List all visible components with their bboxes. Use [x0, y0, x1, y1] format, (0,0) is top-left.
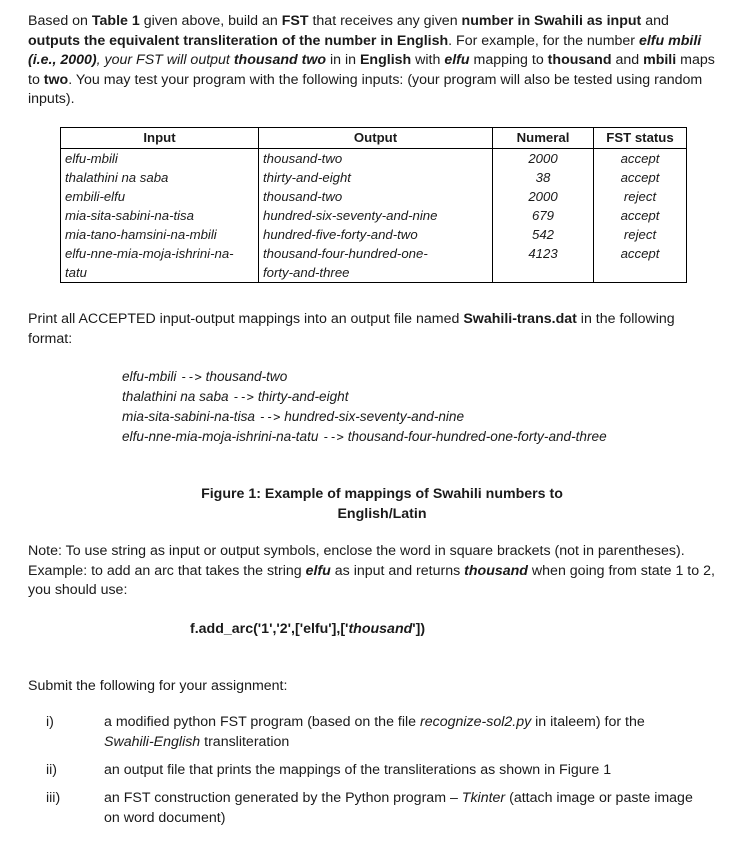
- table-row: [61, 168, 687, 187]
- cell-status: accept: [594, 206, 687, 225]
- note-paragraph: Note: To use string as input or output symbols, enclose the word in square brackets (not in parentheses). Example: to add an arc that takes the string elfu as input and returns thousand when going from state 1 to 2, you should use:: [28, 543, 715, 599]
- list-number: iii): [46, 790, 61, 806]
- figure-caption: Figure 1: Example of mappings of Swahili numbers to English/Latin: [201, 486, 563, 522]
- list-number: ii): [46, 762, 58, 778]
- intro-paragraph: Based on Table 1 given above, build an FST that receives any given number in Swahili as input and outputs the equivalent transliteration of the number in English. For example, for the number elfu mbili (i.e., 2000), your FST will output thousand two in in English with elfu mapping to thousand and mbili maps to two. You may test your program with the following inputs: (your program will also be tested using random inputs).: [28, 13, 715, 108]
- cell-output: thousand-four-hundred-one- forty-and-three: [259, 244, 493, 283]
- cell-output: thousand-two: [259, 149, 493, 169]
- table-row: [61, 187, 687, 206]
- cell-input: thalathini na saba: [61, 168, 259, 187]
- cell-input: embili-elfu: [61, 187, 259, 206]
- cell-numeral: 2000: [493, 149, 594, 169]
- table-row: [61, 206, 687, 225]
- cell-output: thirty-and-eight: [259, 168, 493, 187]
- cell-numeral: 2000: [493, 187, 594, 206]
- cell-status: accept: [594, 168, 687, 187]
- mapping-line: elfu-mbili --> thousand-two: [122, 369, 288, 384]
- code-example: f.add_arc('1','2',['elfu'],['thousand']): [190, 621, 426, 637]
- fst-test-table: [60, 127, 687, 283]
- cell-input: elfu-nne-mia-moja-ishrini-na- tatu: [61, 244, 259, 283]
- submit-heading: Submit the following for your assignment:: [28, 678, 288, 694]
- table-row: [61, 149, 687, 169]
- cell-input: mia-sita-sabini-na-tisa: [61, 206, 259, 225]
- cell-numeral: 542: [493, 225, 594, 244]
- list-item: a modified python FST program (based on the file recognize-sol2.py in italeem) for the Swahili-English transliteration: [104, 714, 645, 750]
- list-number: i): [46, 714, 54, 730]
- cell-numeral: 679: [493, 206, 594, 225]
- cell-input: mia-tano-hamsini-na-mbili: [61, 225, 259, 244]
- list-item: an FST construction generated by the Python program – Tkinter (attach image or paste image on word document): [104, 790, 693, 826]
- cell-status: accept: [594, 149, 687, 169]
- cell-input: elfu-mbili: [61, 149, 259, 169]
- header-fst-status: FST status: [594, 128, 687, 149]
- print-instructions: Print all ACCEPTED input-output mappings into an output file named Swahili-trans.dat in the following format:: [28, 311, 675, 347]
- cell-status: reject: [594, 187, 687, 206]
- table-row: [61, 244, 687, 283]
- cell-status: reject: [594, 225, 687, 244]
- cell-status: accept: [594, 244, 687, 283]
- mapping-line: elfu-nne-mia-moja-ishrini-na-tatu --> thousand-four-hundred-one-forty-and-three: [122, 429, 607, 444]
- table-row: [61, 225, 687, 244]
- cell-numeral: 4123: [493, 244, 594, 283]
- list-item: an output file that prints the mappings of the transliterations as shown in Figure 1: [104, 762, 612, 778]
- cell-numeral: 38: [493, 168, 594, 187]
- cell-output: hundred-five-forty-and-two: [259, 225, 493, 244]
- cell-output: hundred-six-seventy-and-nine: [259, 206, 493, 225]
- cell-output: thousand-two: [259, 187, 493, 206]
- header-input: Input: [61, 128, 259, 149]
- header-output: Output: [259, 128, 493, 149]
- header-numeral: Numeral: [493, 128, 594, 149]
- table-header-row: [61, 128, 687, 149]
- mapping-line: thalathini na saba --> thirty-and-eight: [122, 389, 349, 404]
- mapping-line: mia-sita-sabini-na-tisa --> hundred-six-seventy-and-nine: [122, 409, 465, 424]
